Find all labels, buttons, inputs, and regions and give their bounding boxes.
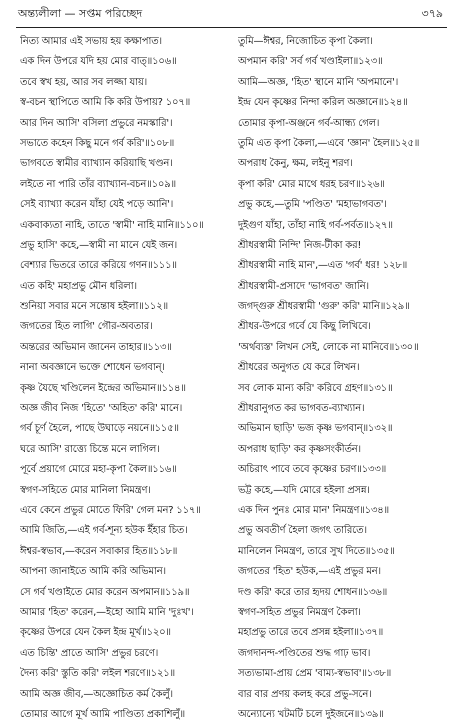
verse-line: দণ্ড করি' করে তার হৃদয় শোধন॥১৩৬॥ [238,586,388,598]
verse-line: 'অর্থব্যস্ত' লিখন সেই, লোকে না মানিবে॥১৩০॥ [238,341,419,353]
verse-line: আমি অজ্ঞ জীব,—অজ্ঞোচিত কর্ম কৈলুঁ। [20,688,173,700]
verse-line: সব লোক মান্য করি' করিবে গ্রহণ॥১৩১॥ [238,382,393,394]
verse-line: এত কহি' মহাপ্রভু মৌন ধরিলা। [20,280,137,292]
verse-line: শ্রীধরস্বামী নিন্দি' নিজ-টীকা কর! [238,239,362,251]
verse-line: শুনিয়া সবার মনে সন্তোষ হইলা॥১১২॥ [20,301,168,313]
verse-line: প্রভু হাসি' কহে,—স্বামী না মানে যেই জন। [20,239,178,251]
verse-line: শ্রীধরের অনুগত যে করে লিখন। [238,362,360,374]
verse-line: কৃষ্ণ যৈছে খণ্ডিলেন ইন্দ্রের অভিমান॥১১৪॥ [20,382,186,394]
verse-line: অন্যোন্যে খটমটি চলে দুইজনে॥১৩৯॥ [238,708,384,720]
verse-line: তুমি এত কৃপা কৈলা,—এবে 'জ্ঞান' হৈল॥১২৫॥ [238,137,420,149]
verse-line: জগদ্গুরু শ্রীধরস্বামী 'গুরু' করি' মানি॥১২৯॥ [238,301,410,313]
verse-line: একবাক্যতা নাহি, তাতে 'স্বামী' নাহি মানি॥১১০॥ [20,219,204,231]
verse-line: অপরাধ ছাড়ি' কর কৃষ্ণসংকীর্তন। [238,443,361,455]
page-number: ৩৭৯ [421,6,443,20]
verse-line: তবে স্বখ হয়, আর সব লজ্জা যায়। [20,76,148,88]
header-rule [16,27,447,28]
verse-line: অজ্ঞ জীব নিজ 'হিতে' 'অহিত' করি' মানে। [20,403,183,415]
verse-line: শ্রীধরস্বামী-প্রসাদে 'ভাগবত' জানি। [238,280,369,292]
page-header [18,5,443,23]
verse-line: আপনা জানাইতে আমি করি অভিমান। [20,566,166,578]
verse-line: অপরাধ কৈনু, ক্ষম, লইনু শরণ। [238,158,353,170]
verse-line: ঈশ্বর-স্বভাব,—করেন সবাকার হিত॥১১৮॥ [20,545,178,557]
verse-line: এবে কেনে প্রভুর মোতে ফিরি' গেল মন? ১১৭॥ [20,504,201,516]
verse-line: জগদানন্দ-পণ্ডিতের শুদ্ধ গাঢ় ভাব। [238,647,371,659]
verse-line: লইতে না পারি তাঁর ব্যাখ্যান-বচন॥১০৯॥ [20,178,176,190]
verse-line: গর্ব চূর্ণ হৈলে, পাছে উঘাড়ে নয়নে॥১১৫॥ [20,423,179,435]
verse-line: নানা অবজ্ঞানে ভক্তে শোধেন ভগবান্। [20,362,165,374]
verse-line: আমার 'হিত' করেন,—ইহো আমি মানি 'দুঃখ'। [20,606,194,618]
verse-line: এক দিন পুনঃ মোর মান' নিমন্ত্রণ॥১৩৪॥ [238,504,390,516]
verse-line: আমি—অজ্ঞ, 'হিত' স্থানে মানি 'অপমানে'। [238,76,399,88]
running-title: অন্ত্যলীলা — সপ্তম পরিচ্ছেদ [18,6,143,20]
verse-line: তোমার কৃপা-অঞ্জনে গর্ব-আন্ধ্য গেল। [238,117,380,129]
verse-line: অভিমান ছাড়ি' ভজ কৃষ্ণ ভগবান্॥১৩২॥ [238,423,393,435]
verse-line: কৃপা করি' মোর মাথে ধরহ চরণ॥১২৬॥ [238,178,385,190]
verse-line: শ্রীধর-উপরে গর্বে যে কিছু লিখিবে। [238,321,371,333]
verse-line: সত্যভামা-প্রায় প্রেম 'বাম্য-স্বভাব'॥১৩৮॥ [238,668,392,680]
verse-line: এত চিন্তি' প্রাতে আসি' প্রভুর চরণে। [20,647,159,659]
verse-line: মানিলেন নিমন্ত্রণ, তারে সুখ দিতে॥১৩৫॥ [238,545,395,557]
verse-line: কৃষ্ণের উপরে যেন কৈল ইন্দ্র মূর্খ॥১২০॥ [20,627,171,639]
verse-line: প্রভু কহে,—তুমি 'পণ্ডিত' 'মহাভাগবত'। [238,199,387,211]
verse-line: সে গর্ব খণ্ডাইতে মোর করেন অপমান॥১১৯॥ [20,586,190,598]
verse-line: বেশ্যার ভিতরে তারে করিয়ে গণন॥১১১॥ [20,260,177,272]
verse-line: বার বার প্রণয় কলহ করে প্রভু-সনে। [238,688,372,700]
verse-line: ইন্দ্র যেন কৃষ্ণের নিন্দা করিল অজ্ঞানে॥১২৪॥ [238,97,408,109]
verse-line: ভট্ট কহে,—যদি মোরে হইলা প্রসন্ন। [238,484,370,496]
verse-line: পূর্বে প্রয়াগে মোরে মহা-কৃপা কৈল॥১১৬॥ [20,464,177,476]
verse-line: মহাপ্রভু তারে তবে প্রসন্ন হইলা॥১৩৭॥ [238,627,384,639]
verse-line: আমি জিতি,—এই গর্ব-শূন্য হউক ইঁহার চিত। [20,525,188,537]
verse-line: জগতের 'হিত' হউক,—এই প্রভুর মন। [238,566,381,578]
verse-line: স্ব-বচন স্থাপিতে আমি কি করি উপায়? ১০৭॥ [20,97,191,109]
right-column [238,32,452,725]
verse-line: অন্তরের অভিমান জানেন তাহার॥১১৩॥ [20,341,172,353]
verse-line: অচিরাৎ পাবে তবে কৃষ্ণের চরণ॥১৩৩॥ [238,464,387,476]
verse-line: দৈন্য করি' স্তুতি করি' লইল শরণে॥১২১॥ [20,668,176,680]
verse-line: তোমার আগে মূর্খ আমি পাণ্ডিত্য প্রকাশিলুঁ॥ [20,708,186,720]
verse-line: সভাতে কহেন কিছু মনে গর্ব করি'॥১০৮॥ [20,137,175,149]
verse-line: জগতের হিত লাগি' গৌর-অবতার। [20,321,153,333]
verse-line: স্বগণ-সহিত প্রভুর নিমন্ত্রণ কৈলা। [238,606,361,618]
verse-line: শ্রীধরস্বামী নাহি মান',—এত 'গর্ব' ধর! ১২৮॥ [238,260,408,272]
verse-line: শ্রীধরানুগত কর ভাগবত-ব্যাখ্যান। [238,403,365,415]
verse-line: প্রভু অবতীর্ণ হৈলা জগৎ তারিতে। [238,525,367,537]
verse-line: ঘরে আসি' রাত্ত্যে চিন্তে মনে লাগিল। [20,443,160,455]
verse-line: দুইগুণ যাঁহা, তাঁহা নাহি গর্ব-পর্বত॥১২৭॥ [238,219,393,231]
verse-line: অপমান করি' সর্ব গর্ব খণ্ডাইলা॥১২৩॥ [238,56,383,68]
verse-line: ভাগবতে স্বামীর ব্যাখ্যান করিয়াছি খণ্ডন। [20,158,173,170]
verse-line: স্বগণ-সহিতে মোর মানিলা নিমন্ত্রণ। [20,484,151,496]
verse-line: সেই ব্যাখ্যা করেন যাঁহা যেই পড়ে আনি'। [20,199,174,211]
verse-line: তুমি—ঈশ্বর, নিজোচিত কৃপা কৈলা। [238,36,373,47]
verse-line: নিত্য আমার এই সভায় হয় কক্ষাপাত। [20,36,162,47]
verse-line: এক দিন উপরে যদি হয় মোর বাত্॥১০৬॥ [20,56,177,68]
left-column [20,32,230,725]
verse-line: আর দিন আসি' বসিলা প্রভুরে নমস্কারি'। [20,117,173,129]
